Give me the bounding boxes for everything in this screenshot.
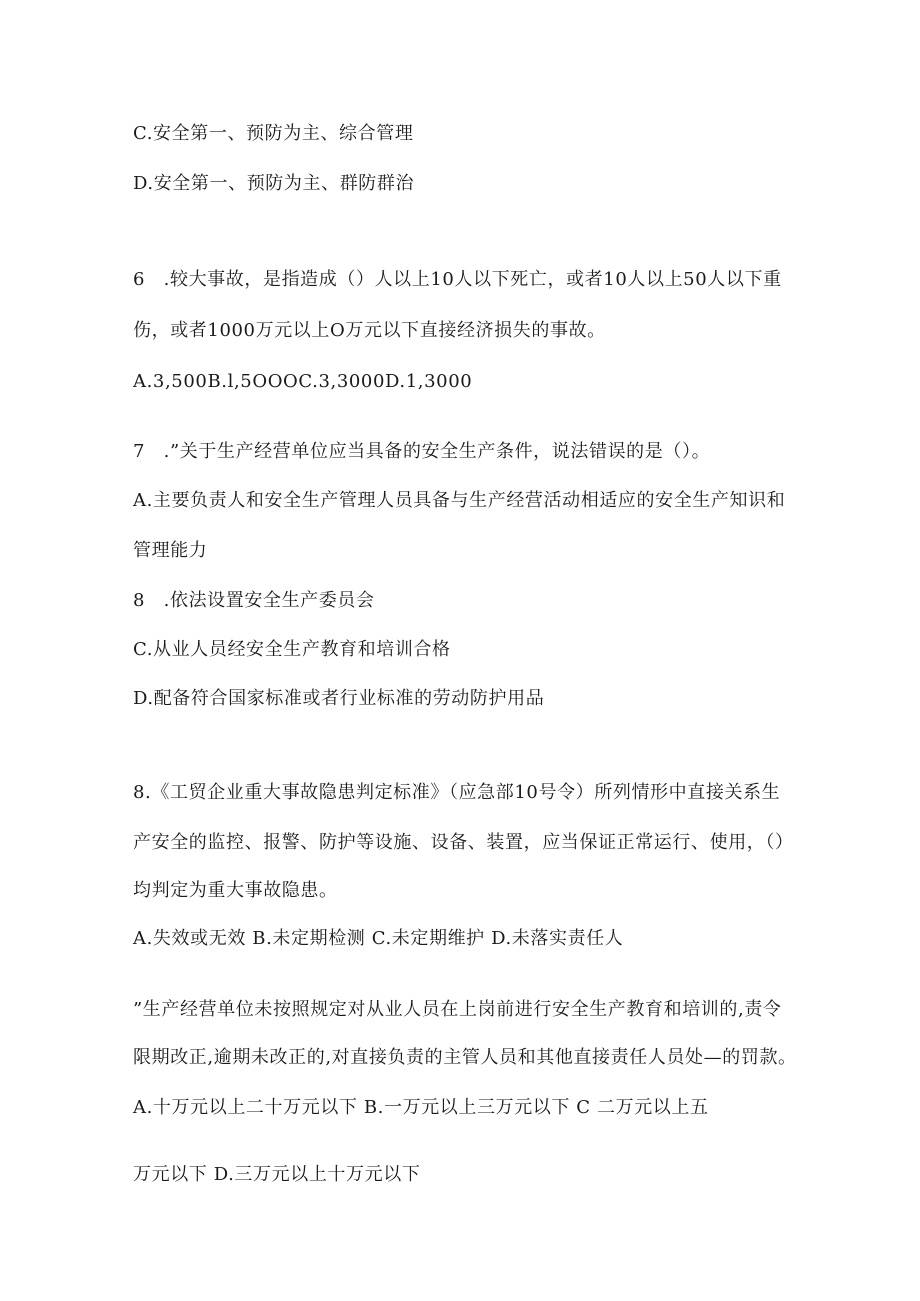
question-8-line-3: 均判定为重大事故隐患。 [133,880,338,901]
option-a-q7-line-2: 管理能力 [133,540,208,561]
question-6-options: A.3,500B.l,5OOOC.3,3000D.1,3000 [133,371,473,392]
question-8-line-2: 产安全的监控、报警、防护等设施、设备、装置，应当保证正常运行、使用，（） [133,832,794,853]
question-9-options-line-1: A.十万元以上二十万元以下 B.一万元以上三万元以下 C 二万元以上五 [133,1097,709,1118]
option-d-q5: D.安全第一、预防为主、群防群治 [133,173,415,194]
option-c-q5: C.安全第一、预防为主、综合管理 [133,123,414,144]
option-d-q7: D.配备符合国家标准或者行业标准的劳动防护用品 [133,688,545,709]
question-8-options: A.失效或无效 B.未定期检测 C.未定期维护 D.未落实责任人 [133,928,624,949]
question-9-line-2: 限期改正,逾期未改正的,对直接负责的主管人员和其他直接责任人员处—的罚款。 [133,1047,797,1068]
question-7-stem: 7 .”关于生产经营单位应当具备的安全生产条件，说法错误的是（）。 [133,441,711,462]
question-6-line-1: 6 .较大事故，是指造成（）人以上10人以下死亡，或者10人以上50人以下重 [133,269,782,290]
option-a-q7-line-1: A.主要负责人和安全生产管理人员具备与生产经营活动相适应的安全生产知识和 [133,490,786,511]
question-6-line-2: 伤，或者1000万元以上O万元以下直接经济损失的事故。 [133,320,606,341]
question-9-line-1: ”生产经营单位未按照规定对从业人员在上岗前进行安全生产教育和培训的,责令 [133,999,782,1020]
question-8-line-1: 8.《工贸企业重大事故隐患判定标准》（应急部10号令）所列情形中直接关系生 [133,782,781,803]
option-c-q7: C.从业人员经安全生产教育和培训合格 [133,639,451,660]
question-9-options-line-2: 万元以下 D.三万元以上十万元以下 [133,1164,421,1185]
option-b-q7: 8 .依法设置安全生产委员会 [133,590,375,611]
